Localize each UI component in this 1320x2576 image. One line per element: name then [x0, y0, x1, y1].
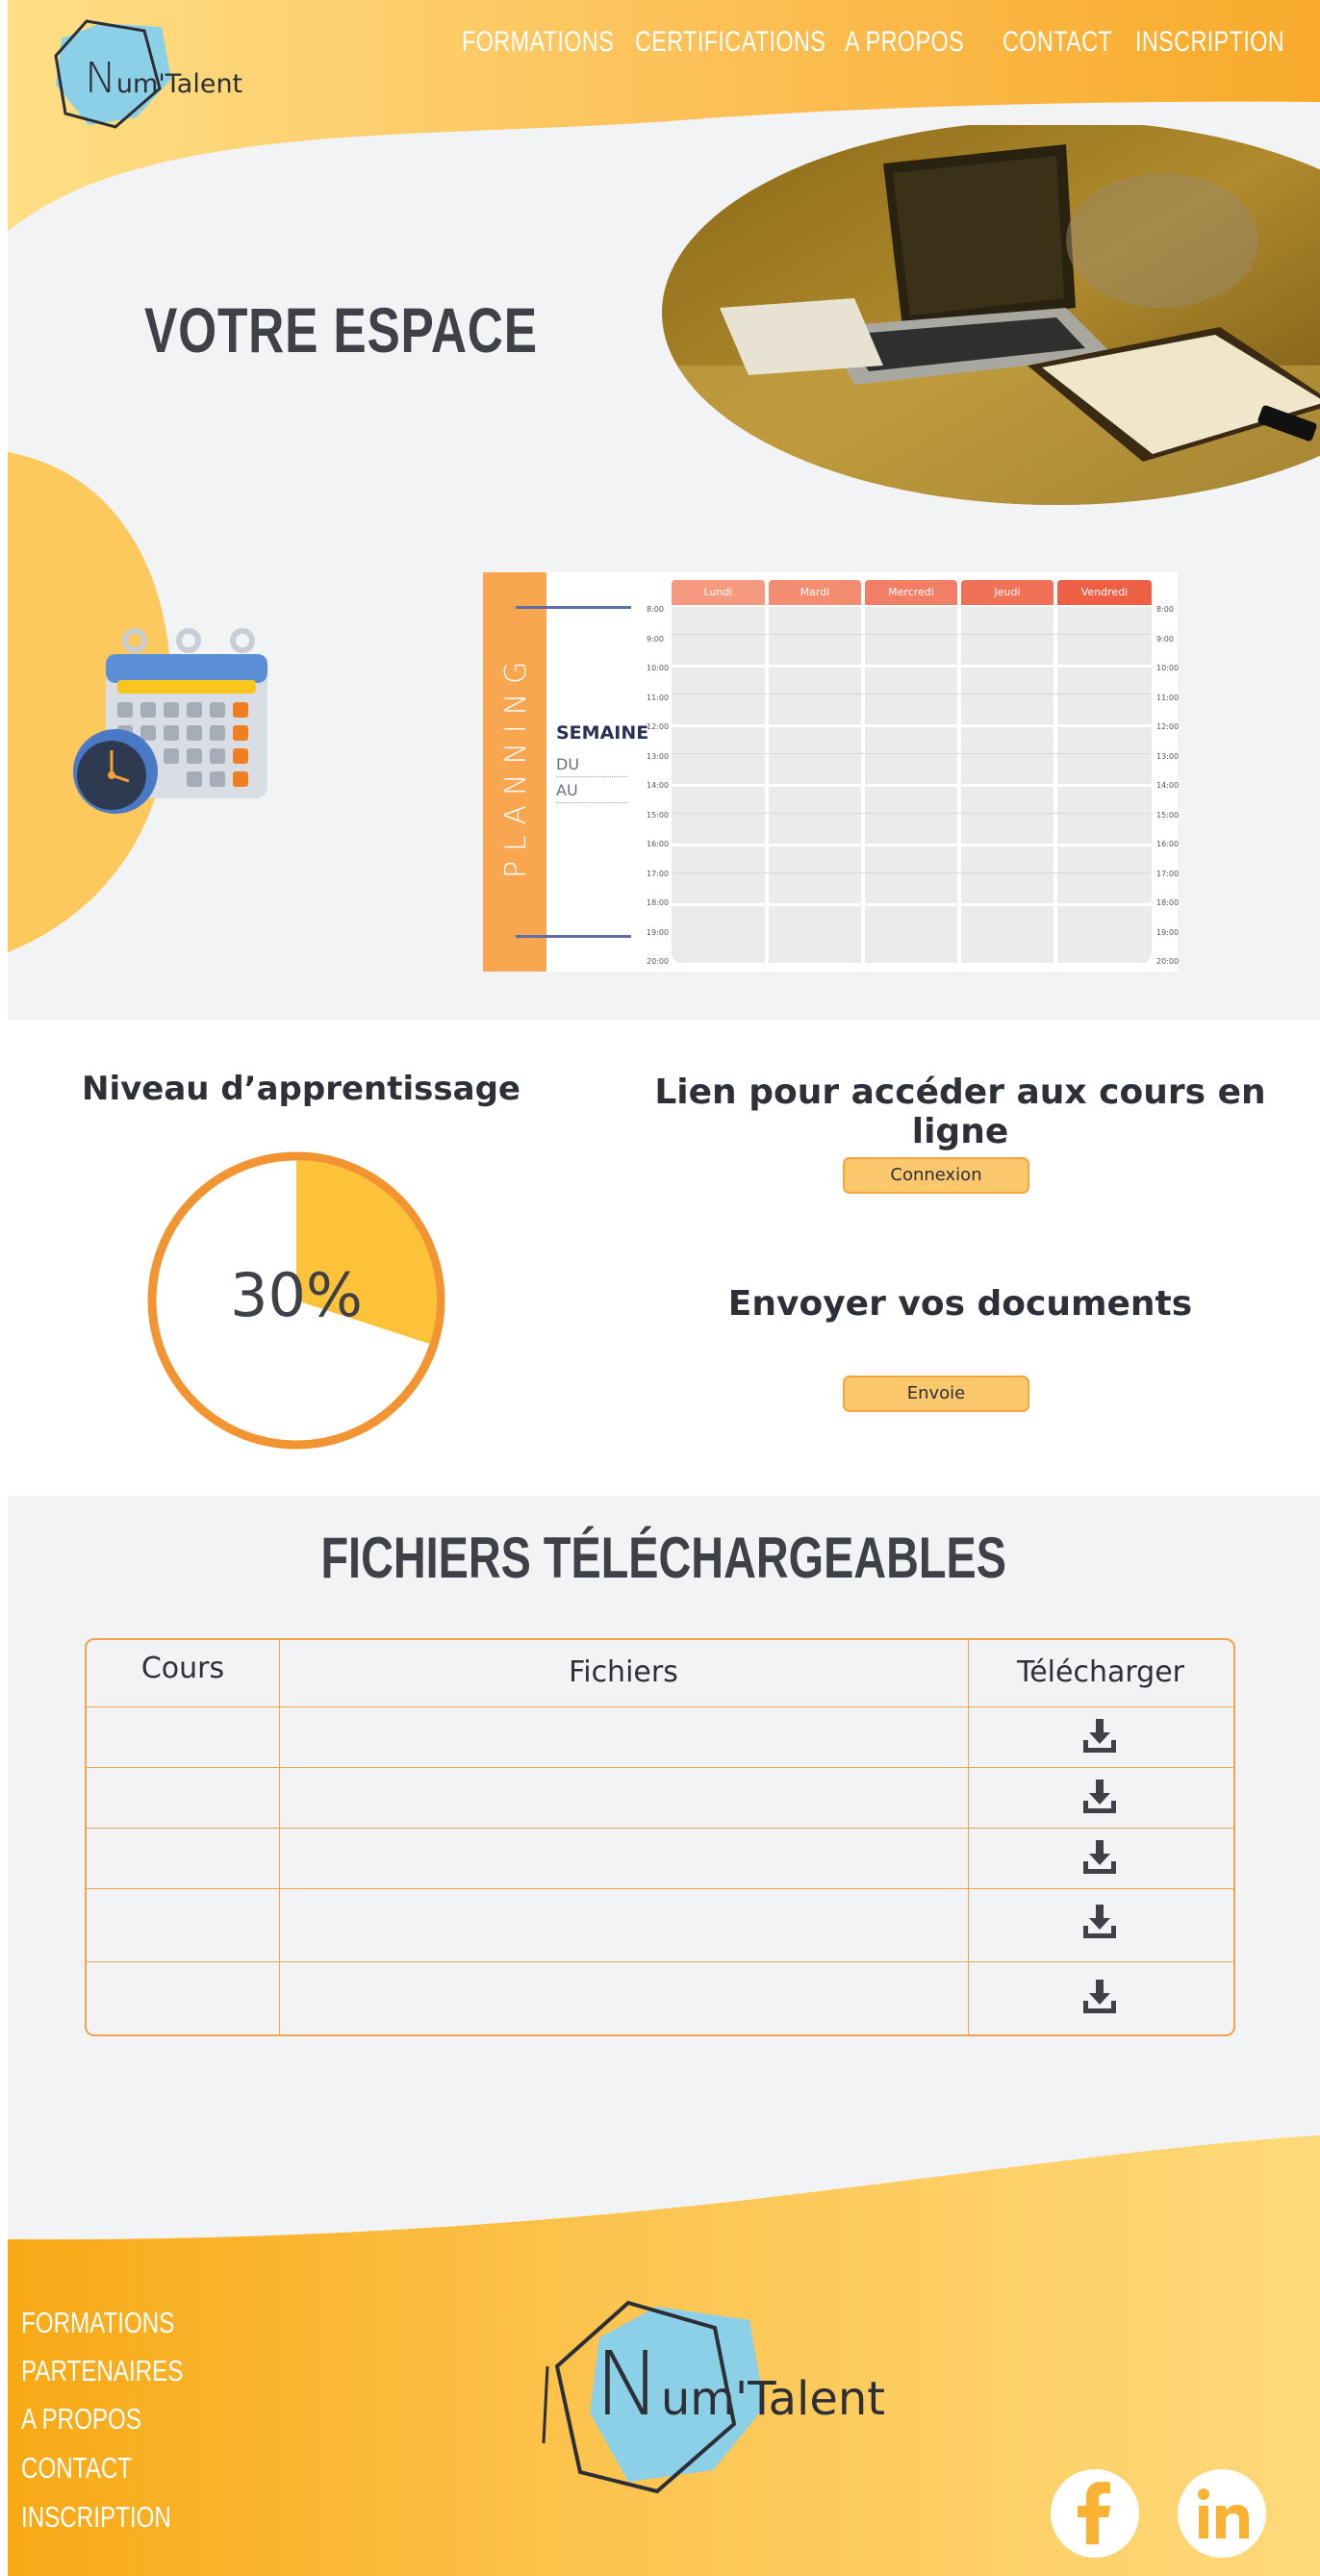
progress-value: 30% [230, 1260, 363, 1330]
files-table [85, 1638, 1235, 2036]
hour-label: 18:00 [1156, 898, 1180, 907]
hour-label: 10:00 [1156, 664, 1180, 672]
divider [516, 935, 631, 938]
hour-label: 17:00 [647, 870, 670, 878]
grid-divider [672, 784, 1152, 787]
hour-label: 15:00 [1156, 811, 1180, 820]
grid-divider [672, 694, 1152, 695]
grid-divider [672, 872, 1152, 873]
grid-divider [672, 903, 1152, 906]
table-row [87, 1962, 1233, 2034]
facebook-glyph [1051, 2469, 1139, 2558]
nav-contact[interactable]: CONTACT [1003, 26, 1113, 58]
facebook-icon[interactable] [1051, 2469, 1139, 2558]
send-documents-button[interactable]: Envoie [843, 1376, 1029, 1412]
hour-label: 18:00 [647, 898, 670, 907]
planning-strip [483, 572, 546, 972]
footer-logo-letter: N [595, 2333, 661, 2436]
column-header-telecharger: Télécharger [1016, 1655, 1184, 1689]
footer-link-formations[interactable]: FORMATIONS [21, 2306, 175, 2339]
footer-link-contact[interactable]: CONTACT [21, 2451, 133, 2485]
footer-logo-wordmark: um'Talent [660, 2372, 886, 2426]
grid-divider [672, 724, 1152, 727]
footer-link-a-propos[interactable]: A PROPOS [21, 2402, 141, 2436]
hour-label: 16:00 [1156, 840, 1180, 848]
grid-divider [672, 665, 1152, 668]
planning-label: PLANNING [499, 651, 533, 878]
hour-label: 13:00 [1156, 752, 1180, 761]
day-header-lundi: Lundi [672, 580, 765, 605]
footer-brand-logo[interactable] [595, 2333, 885, 2436]
download-icon[interactable] [1080, 1903, 1119, 1941]
page [8, 0, 1320, 2576]
hero-desk-photo [662, 125, 1320, 510]
grid-divider [672, 813, 1152, 814]
grid-divider [672, 634, 1152, 635]
hour-label: 17:00 [1156, 870, 1180, 878]
hour-label: 11:00 [1156, 694, 1180, 702]
download-icon[interactable] [1080, 1778, 1119, 1816]
hour-label: 8:00 [647, 605, 664, 614]
day-header-vendredi: Vendredi [1057, 580, 1152, 605]
week-label: SEMAINE [556, 722, 649, 744]
send-documents-title: Envoyer vos documents [727, 1284, 1193, 1324]
table-row [87, 1829, 1233, 1888]
divider [516, 606, 631, 609]
table-row [87, 1707, 1233, 1767]
day-header-mardi: Mardi [769, 580, 861, 605]
nav-formations[interactable]: FORMATIONS [462, 26, 615, 58]
week-to-label: AU [556, 781, 578, 799]
grid-divider [672, 753, 1152, 754]
day-header-mercredi: Mercredi [865, 580, 957, 605]
weekly-planning [483, 572, 1178, 972]
hour-label: 13:00 [647, 752, 670, 761]
learning-level-title: Niveau d’apprentissage [82, 1070, 520, 1108]
logo-wordmark: um'Talent [115, 69, 243, 99]
hour-label: 10:00 [647, 664, 670, 672]
hour-label: 16:00 [647, 840, 670, 848]
hour-label: 20:00 [647, 957, 670, 966]
connexion-button[interactable]: Connexion [843, 1157, 1029, 1194]
column-header-cours: Cours [140, 1652, 225, 1685]
hour-label: 9:00 [1156, 635, 1174, 644]
footer-link-inscription[interactable]: INSCRIPTION [21, 2500, 171, 2534]
brand-logo[interactable] [48, 17, 260, 133]
nav-inscription[interactable]: INSCRIPTION [1135, 26, 1285, 58]
linkedin-icon[interactable] [1178, 2469, 1266, 2558]
download-icon[interactable] [1080, 1978, 1119, 2016]
hour-label: 9:00 [647, 635, 664, 644]
download-icon[interactable] [1080, 1838, 1119, 1877]
hour-label: 14:00 [647, 781, 670, 790]
table-row [87, 1889, 1233, 1961]
hour-label: 20:00 [1156, 957, 1180, 966]
logo-letter: N [85, 54, 116, 103]
day-header-jeudi: Jeudi [961, 580, 1053, 605]
download-icon[interactable] [1080, 1717, 1119, 1755]
linkedin-glyph [1178, 2469, 1266, 2558]
grid-divider [672, 844, 1152, 846]
nav-a-propos[interactable]: A PROPOS [845, 26, 965, 58]
hour-label: 11:00 [647, 694, 670, 702]
week-from-label: DU [556, 755, 580, 773]
nav-certifications[interactable]: CERTIFICATIONS [635, 26, 826, 58]
hour-label: 8:00 [1156, 605, 1174, 614]
files-title: FICHIERS TÉLÉCHARGEABLES [320, 1526, 1007, 1590]
hour-label: 15:00 [647, 811, 670, 820]
hour-label: 14:00 [1156, 781, 1180, 790]
hour-label: 19:00 [1156, 928, 1180, 937]
footer-link-partenaires[interactable]: PARTENAIRES [21, 2354, 184, 2387]
online-courses-title: Lien pour accéder aux cours en ligne [654, 1073, 1266, 1151]
hour-label: 12:00 [1156, 722, 1180, 731]
page-title: VOTRE ESPACE [144, 294, 538, 366]
column-header-fichiers: Fichiers [569, 1655, 678, 1689]
hour-label: 19:00 [647, 928, 670, 937]
table-row [87, 1768, 1233, 1828]
hour-label: 12:00 [647, 722, 670, 731]
calendar-clock-icon [67, 627, 279, 820]
